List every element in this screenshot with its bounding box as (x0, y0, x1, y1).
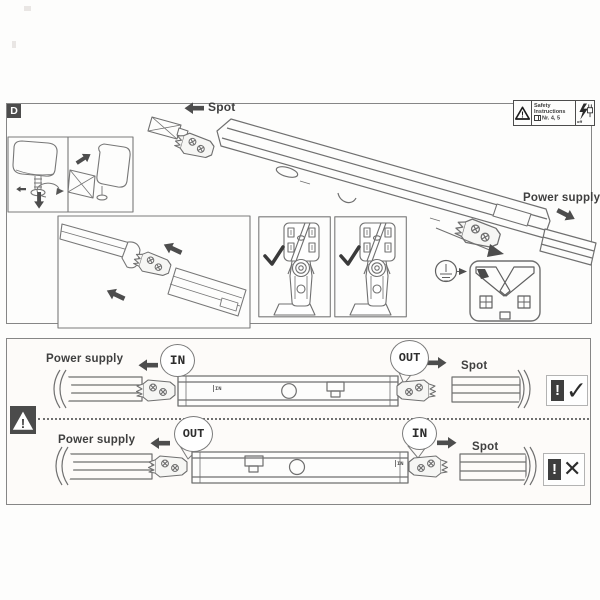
safety-line1: Safety (534, 102, 551, 109)
warning-badge (10, 406, 36, 434)
off-label: off (577, 119, 583, 124)
connector-check-panel-1 (259, 217, 331, 317)
track-port-tag-row2: IN (397, 460, 404, 467)
check-icon: ✓ (566, 376, 587, 405)
book-icon (534, 115, 541, 121)
arrow-left-icon (139, 359, 159, 371)
in-balloon-row1: IN (160, 344, 195, 377)
arrow-right-icon (437, 437, 457, 449)
power-supply-label-row1: Power supply (46, 353, 124, 365)
connector-check-panel-2 (335, 217, 407, 317)
power-off-cell (575, 101, 594, 125)
result-incorrect-box (543, 453, 585, 486)
safety-text (531, 101, 575, 125)
spot-label-top: Spot (208, 100, 236, 114)
track-port-tag-row1: IN (215, 385, 222, 392)
arrow-down-right-icon (555, 205, 578, 224)
feed-connector-drawing (149, 456, 188, 477)
row-correct-drawing (50, 370, 538, 408)
row-divider (38, 418, 589, 420)
result-correct-box (546, 375, 588, 406)
arrow-left-icon (185, 102, 205, 114)
plug-icon (587, 104, 592, 117)
power-supply-label-top: Power supply (523, 192, 600, 204)
attention-icon: ! (548, 459, 561, 480)
arrow-right-icon (427, 357, 447, 369)
warning-triangle-icon (514, 101, 531, 125)
exit-connector-drawing (409, 456, 448, 477)
safety-instructions-box (513, 100, 595, 126)
out-balloon-row2: OUT (174, 416, 213, 452)
power-rail-drawing (540, 229, 596, 265)
ground-detail-drawing (436, 261, 541, 322)
warning-triangle-icon (12, 410, 34, 431)
safety-ref: Nr. 4, 5 (542, 114, 561, 121)
power-supply-label-row2: Power supply (58, 434, 136, 446)
exit-connector-drawing (397, 380, 436, 401)
out-balloon-row1: OUT (390, 340, 429, 376)
attention-icon: ! (551, 380, 564, 401)
endcap-inset-drawing (8, 137, 133, 212)
in-balloon-row2: IN (402, 417, 437, 450)
spot-label-row2: Spot (472, 441, 499, 453)
exclamation-glyph: ! (20, 416, 26, 431)
row-incorrect-drawing (52, 446, 544, 485)
cross-icon: ✕ (563, 457, 582, 482)
safety-line2: Instructions (534, 108, 566, 115)
spot-label-row1: Spot (461, 360, 488, 372)
exclamation-glyph: ! (521, 110, 524, 120)
step-badge: D (7, 104, 21, 118)
arrow-left-icon (151, 437, 171, 449)
lightning-icon (579, 104, 588, 120)
